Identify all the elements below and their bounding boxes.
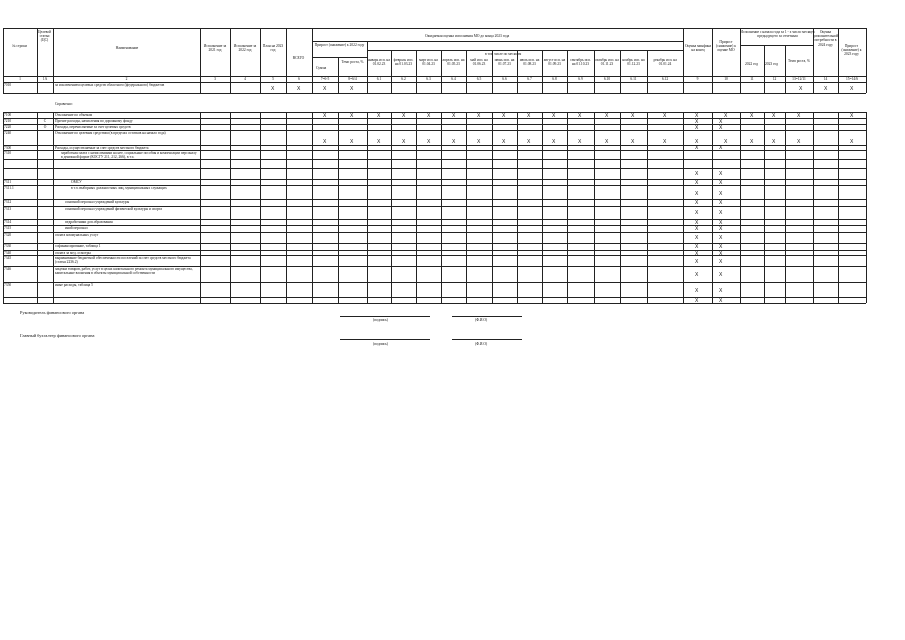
grid-vline xyxy=(712,82,713,93)
grid-vline xyxy=(838,112,839,303)
month-code: 6.4 xyxy=(451,77,456,81)
month-code: 6.8 xyxy=(552,77,557,81)
row-name: Прочие расходы, начисления по дорожному фонду xyxy=(55,118,133,123)
row-name: Отклонение по объемам xyxy=(55,112,93,117)
x-mark: Х xyxy=(552,112,556,119)
row-number: 7314 xyxy=(4,220,12,224)
chief-signature-title: Главный бухгалтер финансового органа xyxy=(20,333,95,338)
grid-vline xyxy=(312,82,313,93)
grid-vline xyxy=(647,82,648,93)
grid-vline xyxy=(53,82,54,93)
grid-vline xyxy=(338,82,339,93)
row-number: 7240 xyxy=(4,131,12,135)
column-number: 10 xyxy=(724,77,728,81)
grid-vline xyxy=(813,112,814,303)
row-name: оплата за мед. осмотры xyxy=(55,250,91,255)
month-code: 6.11 xyxy=(630,77,637,81)
row-number: 7345 xyxy=(4,256,12,260)
x-mark: Х xyxy=(578,112,582,119)
grid-vline xyxy=(594,112,595,303)
grid-hline xyxy=(312,57,367,58)
x-mark: Х xyxy=(605,112,609,119)
grid-vline xyxy=(764,82,765,93)
grid-vline xyxy=(620,112,621,303)
row-name: основной персонал учреждений культуры xyxy=(65,199,130,204)
x-mark: Х xyxy=(695,191,699,197)
row-name: ОМСУ xyxy=(71,179,82,184)
month-code: 6.6 xyxy=(502,77,507,81)
column-number: 9 xyxy=(696,77,699,81)
row-name: основной персонал учреждений физической культуры и спорта xyxy=(65,206,162,211)
grid-vline xyxy=(260,82,261,93)
grid-hline xyxy=(3,159,866,160)
month-code: 6.1 xyxy=(376,77,382,81)
x-mark: Х xyxy=(552,139,556,145)
x-mark: Х xyxy=(724,112,728,119)
grid-hline xyxy=(740,45,813,46)
group-header-estimate: Ожидаемая оценка исполнения МО до конца 2023 года xyxy=(425,34,510,38)
x-mark: Х xyxy=(695,244,699,250)
row-name: иные расходы, таблица 5 xyxy=(55,282,93,287)
month-code: 6.7 xyxy=(527,77,532,81)
row-name: оплата коммунальных услуг xyxy=(55,232,99,237)
grid-vline xyxy=(492,82,493,93)
row-target-code: О xyxy=(43,125,47,129)
x-mark: Х xyxy=(695,139,699,145)
x-mark: Х xyxy=(724,139,728,145)
x-mark: Х xyxy=(850,139,854,145)
row-name: Расходы, перечисляемые за счет целевых средств xyxy=(55,124,131,129)
row-name: в т.ч. выборных должностных лиц, муниципальных служащих xyxy=(71,185,167,190)
grid-vline xyxy=(866,82,867,93)
x-mark: Х xyxy=(719,226,723,232)
grid-vline xyxy=(466,112,467,303)
month-code: 6.5 xyxy=(476,77,482,81)
x-mark: Х xyxy=(452,139,456,145)
grid-vline xyxy=(542,112,543,303)
grid-vline xyxy=(813,82,814,93)
group-header-since: Исполнение с начала года за 1 - х число месяцев предыдущего за отчетным xyxy=(740,30,815,39)
grid-vline xyxy=(542,82,543,93)
x-mark: Х xyxy=(527,139,531,145)
grid-vline xyxy=(740,112,741,303)
x-mark: Х xyxy=(323,112,327,119)
x-mark: Х xyxy=(631,112,635,119)
grid-vline xyxy=(338,112,339,303)
x-mark: Х xyxy=(695,272,699,278)
x-mark: Х xyxy=(824,86,828,92)
x-mark: Х xyxy=(695,288,699,294)
row-name: Отклонение по целевым средствам (в пределах остатков на начало года) xyxy=(55,130,166,135)
row-number: 7210 xyxy=(4,119,12,123)
head-sign-line xyxy=(340,316,430,317)
sub-header-prirost: Прирост (снижение) к 2022 году xyxy=(314,43,365,47)
column-number: 5 xyxy=(272,77,274,81)
col-header-plan2024: Оценка дополнительной потребности в 2024 году xyxy=(813,30,839,47)
x-mark: Х xyxy=(799,86,803,92)
chief-sign-label: (подпись) xyxy=(373,342,388,346)
column-number: 2 xyxy=(125,77,128,81)
x-mark: Х xyxy=(719,235,723,241)
x-mark: Х xyxy=(377,112,381,119)
col-header-vsego: ВСЕГО xyxy=(292,56,305,60)
head-signature-title: Руководитель финансового органа xyxy=(20,310,85,315)
x-mark: Х xyxy=(578,139,582,145)
x-mark: Х xyxy=(719,259,723,265)
grid-vline xyxy=(838,82,839,93)
x-mark: Х xyxy=(427,139,431,145)
x-mark: Х xyxy=(850,86,854,92)
row-number: 7320 xyxy=(4,233,12,237)
column-number: 8=6/4 xyxy=(348,77,357,81)
grid-vline xyxy=(567,82,568,93)
column-number: 13=12/11 xyxy=(792,77,806,81)
column-number: 12 xyxy=(772,77,777,81)
grid-vline xyxy=(200,28,201,82)
grid-vline xyxy=(785,82,786,93)
col-header-target: Целевой статьи (ЦС) xyxy=(38,30,51,43)
x-mark: Х xyxy=(350,112,354,119)
x-mark: Х xyxy=(719,200,723,206)
grid-vline xyxy=(785,112,786,303)
row-name: за исключением целевых средств областного (федерального) бюджетов xyxy=(55,82,165,87)
grid-vline xyxy=(866,112,867,303)
row-number: 7315 xyxy=(4,226,12,230)
grid-vline xyxy=(230,112,231,303)
month-header: март исп. на 01.04.23 xyxy=(419,58,438,67)
row-number: 7346 xyxy=(4,267,12,271)
x-mark: Х xyxy=(695,112,699,119)
grid-vline xyxy=(230,28,231,82)
grid-vline xyxy=(683,112,684,303)
x-mark: Х xyxy=(695,235,699,241)
x-mark: Х xyxy=(797,112,801,119)
x-mark: Х xyxy=(350,139,354,145)
col-header-name: Наименование xyxy=(115,46,139,50)
row-number: 7100 xyxy=(4,113,12,117)
grid-vline xyxy=(37,82,38,93)
col-header-plan2023: План на 2023 год xyxy=(262,44,284,53)
x-mark: Х xyxy=(695,118,699,125)
row-name: софинансирование, таблица 1 xyxy=(55,243,101,248)
x-mark: Х xyxy=(719,124,723,131)
x-mark: Х xyxy=(850,112,854,119)
row-name: Справочно: xyxy=(55,101,73,106)
row-number: 7310 xyxy=(4,151,12,155)
x-mark: Х xyxy=(695,200,699,206)
grid-hline xyxy=(3,93,866,94)
month-code: 6.12 xyxy=(661,77,669,81)
x-mark: Х xyxy=(719,191,723,197)
x-mark: Х xyxy=(427,112,431,119)
row-number: 7300 xyxy=(4,146,12,150)
x-mark: Х xyxy=(402,112,406,119)
row-name: заработная плата с начислениями на нее, социальные пособия и компенсации персоналу в денежной форме (КОСГУ 211, 212, 266), в т.ч. xyxy=(61,150,197,159)
x-mark: Х xyxy=(663,112,667,119)
row-target-code: С xyxy=(43,119,47,123)
month-code: 6.2 xyxy=(401,77,406,81)
x-mark: Х xyxy=(695,145,699,151)
month-header: июль исп. на 01.08.23 xyxy=(519,58,540,67)
month-code: 6.10 xyxy=(603,77,611,81)
chief-sign-line xyxy=(340,339,430,340)
x-mark: Х xyxy=(631,139,635,145)
grid-vline xyxy=(391,82,392,93)
grid-vline xyxy=(200,112,201,303)
x-mark: Х xyxy=(719,180,723,186)
x-mark: Х xyxy=(695,250,699,257)
col-header-num: № строки xyxy=(12,44,27,48)
row-number: 7311 xyxy=(4,180,12,184)
grid-hline xyxy=(3,28,866,29)
x-mark: Х xyxy=(323,139,327,145)
grid-vline xyxy=(594,82,595,93)
grid-vline xyxy=(441,112,442,303)
grid-vline xyxy=(517,82,518,93)
col-header-estimate: Оценка минфина на конец xyxy=(684,44,712,53)
x-mark: Х xyxy=(477,139,481,145)
month-header: сентябрь исп. на 01.10.23 xyxy=(570,58,591,67)
column-number: 1А xyxy=(42,77,48,81)
x-mark: Х xyxy=(695,180,699,186)
column-number: 4 xyxy=(244,77,246,81)
x-mark: Х xyxy=(719,297,723,304)
month-header: август исп. на 01.09.23 xyxy=(543,58,566,67)
x-mark: Х xyxy=(719,145,723,151)
chief-fio-line xyxy=(452,339,522,340)
grid-hline xyxy=(3,303,866,304)
row-name: закупки товаров, работ, услуг в целях капитального ремонта муниципального имущества, капитальные вложения в объекты муниципальной собственности xyxy=(55,266,193,275)
grid-vline xyxy=(567,112,568,303)
grid-vline xyxy=(286,28,287,82)
row-name: Расходы, осуществляемые за счет средств местного бюджета xyxy=(55,145,149,150)
grid-vline xyxy=(647,112,648,303)
grid-vline xyxy=(683,28,684,82)
grid-vline xyxy=(260,28,261,82)
col-header-fact2022: Исполнение за 2022 год xyxy=(233,44,257,53)
month-code: 6.3 xyxy=(426,77,431,81)
month-header: ноябрь исп. на 01.12.23 xyxy=(622,58,645,67)
grid-vline xyxy=(230,82,231,93)
x-mark: Х xyxy=(772,112,776,119)
grid-vline xyxy=(3,28,4,82)
x-mark: Х xyxy=(750,139,754,145)
x-mark: Х xyxy=(605,139,609,145)
sub-header-temp: Темп роста, % xyxy=(341,60,364,64)
grid-vline xyxy=(286,82,287,93)
grid-vline xyxy=(260,112,261,303)
row-number: 7313 xyxy=(4,207,12,211)
row-number: 7340 xyxy=(4,251,12,255)
month-code: 6.9 xyxy=(578,77,583,81)
x-mark: Х xyxy=(477,112,481,119)
x-mark: Х xyxy=(695,171,699,177)
row-name: педработники доп.образования xyxy=(65,219,113,224)
month-header: май исп. на 01.06.23 xyxy=(470,58,488,67)
grid-vline xyxy=(416,112,417,303)
chief-fio-label: (Ф.И.О) xyxy=(475,342,488,346)
x-mark: Х xyxy=(402,139,406,145)
column-number: 7=6-5 xyxy=(320,77,330,81)
grid-vline xyxy=(517,112,518,303)
head-fio-line xyxy=(452,316,522,317)
x-mark: Х xyxy=(695,297,699,304)
grid-hline xyxy=(3,168,866,169)
grid-vline xyxy=(367,112,368,303)
x-mark: Х xyxy=(452,112,456,119)
x-mark: Х xyxy=(377,139,381,145)
x-mark: Х xyxy=(695,259,699,265)
grid-vline xyxy=(200,82,201,93)
row-name: выравнивание бюджетной обеспеченности поселений за счет средств местного бюджета (статья 2236.2) xyxy=(55,255,191,264)
x-mark: Х xyxy=(719,118,723,125)
col-header-temp: Темп роста, % xyxy=(787,59,811,63)
row-name: иной персонал xyxy=(65,225,88,230)
sub-header-months: в том числе по месяцам xyxy=(485,52,522,56)
x-mark: Х xyxy=(719,250,723,257)
grid-vline xyxy=(764,112,765,303)
row-number: 7350 xyxy=(4,283,12,287)
column-number: 3 xyxy=(214,77,216,81)
col-header-2022: 2022 год xyxy=(745,62,758,66)
grid-vline xyxy=(683,82,684,93)
grid-vline xyxy=(312,112,313,303)
x-mark: Х xyxy=(695,210,699,216)
col-header-prirost: Прирост (снижение) к оценке МО xyxy=(716,40,736,53)
month-header: июнь исп. на 01.07.23 xyxy=(494,58,515,67)
x-mark: Х xyxy=(719,219,723,226)
row-number: 7312 xyxy=(4,200,12,204)
x-mark: Х xyxy=(719,171,723,177)
grid-vline xyxy=(441,82,442,93)
month-header: январь исп. на 01.02.23 xyxy=(368,58,390,67)
grid-vline xyxy=(620,82,621,93)
col-header-prirost2023: Прирост (снижение) к 2023 году xyxy=(841,44,862,57)
grid-hline xyxy=(367,50,683,51)
x-mark: Х xyxy=(502,139,506,145)
grid-vline xyxy=(286,112,287,303)
column-number: 6 xyxy=(298,77,300,81)
x-mark: Х xyxy=(750,112,754,119)
grid-hline xyxy=(3,297,866,298)
column-number: 15=14/6 xyxy=(845,77,858,81)
grid-vline xyxy=(712,112,713,303)
grid-vline xyxy=(391,112,392,303)
grid-vline xyxy=(37,112,38,303)
x-mark: Х xyxy=(719,272,723,278)
sub-header-summa: Сумма xyxy=(316,66,327,70)
grid-vline xyxy=(466,82,467,93)
x-mark: Х xyxy=(719,288,723,294)
month-header: октябрь исп. на 01.11.23 xyxy=(595,58,619,67)
column-number: 14 xyxy=(823,77,828,81)
row-number: 7010 xyxy=(4,83,12,87)
grid-vline xyxy=(416,82,417,93)
x-mark: Х xyxy=(323,86,327,92)
x-mark: Х xyxy=(527,112,531,119)
col-header-fact2021: Исполнение за 2021 год xyxy=(203,44,227,53)
grid-vline xyxy=(866,28,867,82)
x-mark: Х xyxy=(719,210,723,216)
row-number: 7220 xyxy=(4,125,12,129)
x-mark: Х xyxy=(271,86,275,92)
x-mark: Х xyxy=(772,139,776,145)
x-mark: Х xyxy=(663,139,667,145)
grid-vline xyxy=(492,112,493,303)
grid-vline xyxy=(53,112,54,303)
x-mark: Х xyxy=(502,112,506,119)
col-header-2023: 2023 год xyxy=(765,62,778,66)
head-sign-label: (подпись) xyxy=(373,318,388,322)
column-number: 1 xyxy=(19,77,21,81)
month-header: декабрь исп. на 01.01.24 xyxy=(653,58,677,67)
grid-vline xyxy=(312,28,313,82)
grid-vline xyxy=(740,82,741,93)
grid-vline xyxy=(712,28,713,82)
x-mark: Х xyxy=(719,244,723,250)
column-number: 11 xyxy=(750,77,754,81)
month-header: апрель исп. на 01.05.23 xyxy=(442,58,465,67)
x-mark: Х xyxy=(350,86,354,92)
x-mark: Х xyxy=(695,226,699,232)
grid-vline xyxy=(367,82,368,93)
row-number: 7330 xyxy=(4,244,12,248)
x-mark: Х xyxy=(695,124,699,131)
row-number: 7311.1 xyxy=(4,186,14,190)
month-header: февраль исп. на 01.03.23 xyxy=(393,58,414,67)
x-mark: Х xyxy=(297,86,301,92)
grid-vline xyxy=(53,28,54,82)
x-mark: Х xyxy=(797,139,801,145)
x-mark: Х xyxy=(695,219,699,226)
head-fio-label: (Ф.И.О) xyxy=(475,318,488,322)
